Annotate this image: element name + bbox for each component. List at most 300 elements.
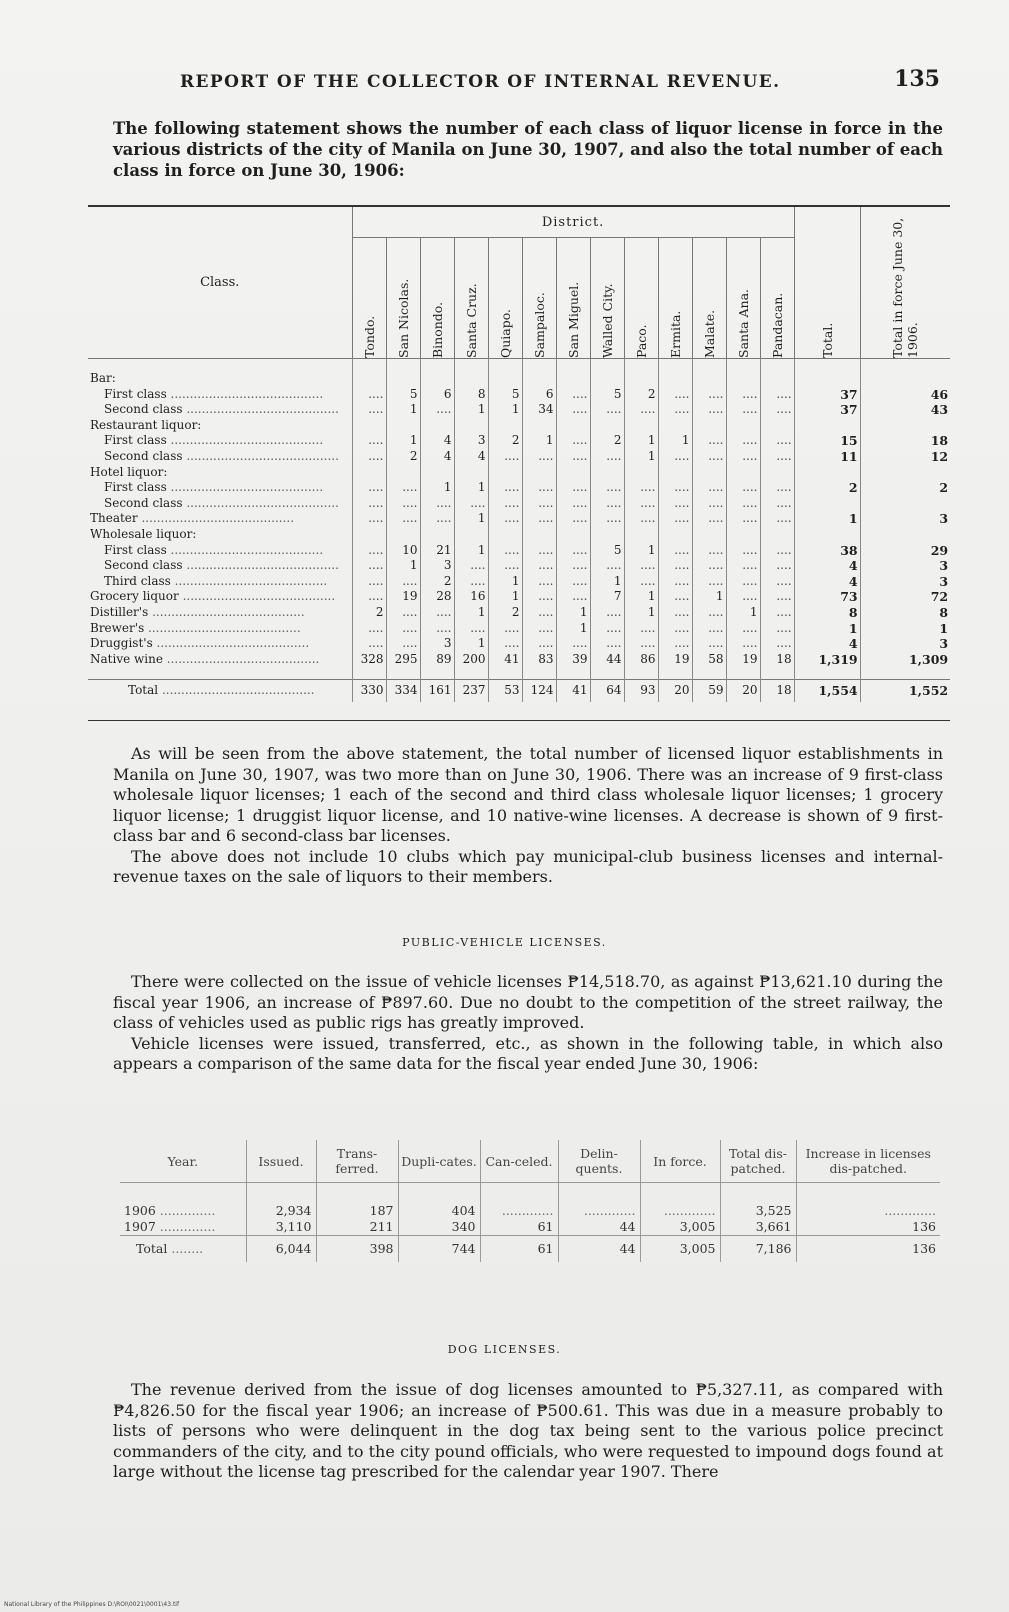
table-cell bbox=[692, 527, 726, 543]
column-header bbox=[590, 238, 624, 359]
total-cell: 18 bbox=[760, 680, 794, 703]
table-cell: 2 bbox=[794, 480, 860, 496]
table-row bbox=[88, 543, 950, 559]
spacer-row bbox=[120, 1183, 940, 1204]
table-cell: 58 bbox=[692, 652, 726, 668]
table-cell: 1 bbox=[386, 402, 420, 418]
table-cell: 1 bbox=[386, 558, 420, 574]
table-cell: 2 bbox=[352, 605, 386, 621]
table-cell bbox=[860, 496, 950, 512]
total-cell: 64 bbox=[590, 680, 624, 703]
table-cell bbox=[624, 465, 658, 481]
table-cell: 1 bbox=[522, 433, 556, 449]
table-cell: .... bbox=[522, 558, 556, 574]
row-label-text: First class bbox=[104, 542, 167, 557]
table-cell: 328 bbox=[352, 652, 386, 668]
table-cell: 295 bbox=[386, 652, 420, 668]
table-cell: 7 bbox=[590, 589, 624, 605]
table-cell: 19 bbox=[726, 652, 760, 668]
year-cell: Total ........ bbox=[120, 1236, 246, 1263]
vehicle-cell: ............. bbox=[796, 1203, 940, 1219]
table-cell: .... bbox=[658, 543, 692, 559]
table-cell: .... bbox=[352, 496, 386, 512]
row-label-text: Second class bbox=[104, 402, 183, 417]
table-cell: .... bbox=[488, 480, 522, 496]
vehicle-total-cell: 3,005 bbox=[640, 1236, 720, 1263]
spacer-row bbox=[88, 667, 950, 680]
table-cell: 21 bbox=[420, 543, 454, 559]
table-cell: 6 bbox=[522, 387, 556, 403]
paragraph: There were collected on the issue of vehicle licenses ₱14,518.70, as against ₱13,621.10 during the fiscal year 1906, an increase of ₱897.60. Due no doubt to the competition of the street railway, the class of vehicles used as public rigs has greatly improved. bbox=[113, 972, 943, 1032]
section-heading-vehicle: PUBLIC-VEHICLE LICENSES. bbox=[402, 936, 607, 949]
total-cell: 93 bbox=[624, 680, 658, 703]
table-cell: 3 bbox=[454, 433, 488, 449]
table-cell: 37 bbox=[794, 387, 860, 403]
table-cell: .... bbox=[454, 621, 488, 637]
table-cell: .... bbox=[726, 511, 760, 527]
table-cell: .... bbox=[522, 543, 556, 559]
vehicle-total-cell: 398 bbox=[316, 1236, 398, 1263]
table-row bbox=[88, 511, 950, 527]
row-label-text: First class bbox=[104, 480, 167, 495]
table-cell bbox=[488, 371, 522, 387]
vehicle-column-header: Issued. bbox=[246, 1140, 316, 1183]
vehicle-column-header: In force. bbox=[640, 1140, 720, 1183]
total-cell: 330 bbox=[352, 680, 386, 703]
table-cell: 1 bbox=[726, 605, 760, 621]
table-cell bbox=[760, 418, 794, 434]
table-cell: .... bbox=[624, 496, 658, 512]
table-cell: .... bbox=[658, 621, 692, 637]
table-cell: 2 bbox=[488, 433, 522, 449]
table-row bbox=[88, 496, 950, 512]
table-cell: .... bbox=[522, 589, 556, 605]
table-row bbox=[88, 371, 950, 387]
vehicle-total-cell: 744 bbox=[398, 1236, 480, 1263]
table-cell bbox=[522, 527, 556, 543]
vehicle-text bbox=[113, 972, 943, 1075]
table-cell: 2 bbox=[488, 605, 522, 621]
table-cell: .... bbox=[488, 621, 522, 637]
column-header bbox=[658, 238, 692, 359]
table-cell: .... bbox=[556, 433, 590, 449]
table-row bbox=[88, 558, 950, 574]
table-cell: .... bbox=[590, 496, 624, 512]
table-row bbox=[88, 621, 950, 637]
total-cell: 41 bbox=[556, 680, 590, 703]
table-cell: 1 bbox=[488, 402, 522, 418]
row-label: Second class ........................................ bbox=[104, 495, 339, 510]
table-cell bbox=[522, 465, 556, 481]
table-cell: .... bbox=[556, 387, 590, 403]
total-cell: 334 bbox=[386, 680, 420, 703]
table-cell bbox=[556, 418, 590, 434]
column-header bbox=[860, 207, 950, 359]
intro-paragraph: The following statement shows the number of each class of liquor license in force in the various districts of the city of Manila on June 30, 1907, and also the total number of each class in force on June 30, 1906: bbox=[113, 119, 943, 180]
table-cell: 1,309 bbox=[860, 652, 950, 668]
row-label-text: Second class bbox=[104, 558, 183, 573]
row-label bbox=[88, 418, 352, 434]
table-cell bbox=[658, 465, 692, 481]
row-label-text: Bar: bbox=[90, 371, 116, 385]
table-cell: 2 bbox=[386, 449, 420, 465]
column-header-label: Ermita. bbox=[667, 310, 683, 358]
table-cell: .... bbox=[624, 621, 658, 637]
table-cell bbox=[658, 418, 692, 434]
table-cell: .... bbox=[692, 543, 726, 559]
table-cell bbox=[420, 418, 454, 434]
paragraph: The above does not include 10 clubs which pay municipal-club business licenses and internal-revenue taxes on the sale of liquors to their members. bbox=[113, 846, 943, 886]
table-cell: 1 bbox=[624, 605, 658, 621]
row-label-text: Distiller's bbox=[90, 604, 149, 619]
table-cell: .... bbox=[692, 574, 726, 590]
row-label-text: Hotel liquor: bbox=[90, 464, 168, 479]
total-row bbox=[88, 680, 950, 703]
table-cell: .... bbox=[590, 449, 624, 465]
table-cell bbox=[590, 465, 624, 481]
column-header bbox=[624, 238, 658, 359]
table-cell bbox=[420, 527, 454, 543]
table-cell: .... bbox=[658, 636, 692, 652]
table-row bbox=[88, 480, 950, 496]
table-cell bbox=[692, 371, 726, 387]
vehicle-column-header: Can-celed. bbox=[480, 1140, 558, 1183]
table-cell: 39 bbox=[556, 652, 590, 668]
table-cell: 18 bbox=[760, 652, 794, 668]
column-header-label: Total in force June 30, 1906. bbox=[890, 217, 921, 358]
table-cell: .... bbox=[420, 511, 454, 527]
table-cell bbox=[860, 465, 950, 481]
liquor-summary-text bbox=[113, 744, 943, 888]
table-cell: 1 bbox=[624, 589, 658, 605]
row-label: First class ........................................ bbox=[104, 542, 324, 557]
row-label-text: Third class bbox=[104, 573, 171, 588]
table-cell: .... bbox=[386, 605, 420, 621]
vehicle-row bbox=[120, 1203, 940, 1219]
table-cell: .... bbox=[658, 449, 692, 465]
table-cell: .... bbox=[692, 636, 726, 652]
paragraph: As will be seen from the above statement, the total number of licensed liquor establishments in Manila on June 30, 1907, was two more than on June 30, 1906. There was an increase of 9 first-class wholesale liquor licenses; 1 each of the second and third class wholesale liquor licenses; 1 grocery liquor license; 1 druggist liquor license, and 10 native-wine licenses. A decrease is shown of 9 first-class bar and 6 second-class bar licenses. bbox=[113, 744, 943, 845]
row-label-text: Wholesale liquor: bbox=[90, 526, 197, 541]
table-cell: .... bbox=[760, 449, 794, 465]
table-cell: 1 bbox=[454, 605, 488, 621]
table-cell: 2 bbox=[590, 433, 624, 449]
table-cell bbox=[454, 418, 488, 434]
table-cell: .... bbox=[726, 433, 760, 449]
table-cell bbox=[794, 465, 860, 481]
vehicle-total-row bbox=[120, 1236, 940, 1263]
table-cell bbox=[860, 418, 950, 434]
table-cell: 1 bbox=[624, 433, 658, 449]
page-number: 135 bbox=[894, 66, 940, 92]
table-cell: .... bbox=[522, 449, 556, 465]
table-cell bbox=[590, 527, 624, 543]
table-cell: .... bbox=[692, 480, 726, 496]
table-cell: 1 bbox=[386, 433, 420, 449]
table-cell: .... bbox=[420, 621, 454, 637]
table-cell: 19 bbox=[386, 589, 420, 605]
district-header: District. bbox=[352, 207, 794, 238]
table-cell: .... bbox=[556, 636, 590, 652]
row-label: Second class ........................................ bbox=[104, 402, 339, 417]
table-cell: 4 bbox=[794, 558, 860, 574]
table-cell bbox=[860, 527, 950, 543]
column-header-label: Sampaloc. bbox=[531, 292, 547, 358]
table-cell: .... bbox=[454, 574, 488, 590]
vehicle-total-cell: 6,044 bbox=[246, 1236, 316, 1263]
table-cell: 1 bbox=[454, 636, 488, 652]
table-cell: .... bbox=[556, 496, 590, 512]
table-cell: 3 bbox=[420, 636, 454, 652]
column-header bbox=[726, 238, 760, 359]
vehicle-total-cell: 44 bbox=[558, 1236, 640, 1263]
row-label: Second class ........................................ bbox=[104, 558, 339, 573]
column-header-label: Tondo. bbox=[361, 315, 377, 358]
table-cell: .... bbox=[556, 589, 590, 605]
vehicle-total-cell: 7,186 bbox=[720, 1236, 796, 1263]
table-cell: .... bbox=[522, 480, 556, 496]
table-cell: .... bbox=[352, 433, 386, 449]
table-cell: 10 bbox=[386, 543, 420, 559]
table-cell bbox=[624, 371, 658, 387]
table-cell: .... bbox=[590, 605, 624, 621]
table-cell: .... bbox=[420, 605, 454, 621]
table-row bbox=[88, 527, 950, 543]
table-cell: 1,319 bbox=[794, 652, 860, 668]
table-cell: 37 bbox=[794, 402, 860, 418]
table-cell: .... bbox=[692, 496, 726, 512]
column-header bbox=[420, 238, 454, 359]
table-cell: .... bbox=[760, 387, 794, 403]
vehicle-column-header: Dupli-cates. bbox=[398, 1140, 480, 1183]
row-label: Second class ........................................ bbox=[104, 448, 339, 463]
table-cell: .... bbox=[658, 402, 692, 418]
table-cell: .... bbox=[658, 496, 692, 512]
year-cell: 1907 .............. bbox=[124, 1219, 216, 1234]
vehicle-cell: 187 bbox=[316, 1203, 398, 1219]
table-cell bbox=[624, 527, 658, 543]
table-cell: .... bbox=[590, 621, 624, 637]
table-cell: 1 bbox=[624, 449, 658, 465]
total-label: Total bbox=[136, 1241, 168, 1256]
table-cell bbox=[488, 527, 522, 543]
table-cell: .... bbox=[386, 496, 420, 512]
table-cell: 1 bbox=[488, 589, 522, 605]
total-cell: 1,552 bbox=[860, 680, 950, 703]
vehicle-cell: 211 bbox=[316, 1219, 398, 1236]
row-label: Native wine ........................................ bbox=[90, 651, 320, 666]
table-cell: .... bbox=[386, 636, 420, 652]
table-cell: .... bbox=[726, 558, 760, 574]
table-cell bbox=[692, 465, 726, 481]
table-cell: .... bbox=[760, 558, 794, 574]
row-label-text: Native wine bbox=[90, 651, 163, 666]
table-cell: .... bbox=[692, 433, 726, 449]
total-cell: 1,554 bbox=[794, 680, 860, 703]
table-cell: .... bbox=[692, 449, 726, 465]
table-cell: 2 bbox=[624, 387, 658, 403]
table-cell: .... bbox=[760, 636, 794, 652]
table-cell: .... bbox=[522, 511, 556, 527]
table-cell: .... bbox=[760, 605, 794, 621]
row-label-text: Grocery liquor bbox=[90, 589, 179, 604]
table-cell: .... bbox=[352, 574, 386, 590]
table-cell: .... bbox=[352, 589, 386, 605]
table-cell: .... bbox=[352, 449, 386, 465]
table-cell: .... bbox=[692, 511, 726, 527]
table-cell: 46 bbox=[860, 387, 950, 403]
table-cell bbox=[556, 371, 590, 387]
table-cell: .... bbox=[658, 387, 692, 403]
table-cell: .... bbox=[726, 480, 760, 496]
table-cell: .... bbox=[624, 558, 658, 574]
table-cell: .... bbox=[556, 402, 590, 418]
table-cell: .... bbox=[692, 605, 726, 621]
row-label: Brewer's ........................................ bbox=[90, 620, 301, 635]
table-row bbox=[88, 465, 950, 481]
table-cell: .... bbox=[590, 636, 624, 652]
table-cell: .... bbox=[726, 402, 760, 418]
table-cell: 1 bbox=[590, 574, 624, 590]
table-cell: 8 bbox=[794, 605, 860, 621]
table-cell: .... bbox=[726, 589, 760, 605]
vehicle-license-table bbox=[120, 1140, 940, 1262]
table-cell: .... bbox=[726, 621, 760, 637]
table-cell: .... bbox=[692, 402, 726, 418]
vehicle-column-header: Year. bbox=[120, 1140, 246, 1183]
table-cell bbox=[726, 371, 760, 387]
table-cell: 3 bbox=[860, 511, 950, 527]
column-header-label: Santa Ana. bbox=[735, 288, 751, 358]
row-label-text: First class bbox=[104, 433, 167, 448]
table-cell: 8 bbox=[454, 387, 488, 403]
table-cell: .... bbox=[352, 480, 386, 496]
table-cell: .... bbox=[692, 621, 726, 637]
header-row bbox=[88, 207, 950, 238]
column-header-label: Walled City. bbox=[599, 283, 615, 358]
table-cell: 5 bbox=[590, 543, 624, 559]
column-header-label: Total. bbox=[819, 322, 835, 358]
vehicle-cell: 404 bbox=[398, 1203, 480, 1219]
vehicle-cell: 61 bbox=[480, 1219, 558, 1236]
table-cell: 12 bbox=[860, 449, 950, 465]
table-cell: .... bbox=[522, 496, 556, 512]
table-row bbox=[88, 652, 950, 668]
table-cell: .... bbox=[760, 511, 794, 527]
table-cell bbox=[760, 371, 794, 387]
table-cell: 1 bbox=[692, 589, 726, 605]
table-cell bbox=[692, 418, 726, 434]
table-cell bbox=[726, 527, 760, 543]
table-cell: .... bbox=[624, 574, 658, 590]
page-header bbox=[180, 66, 940, 96]
table-cell bbox=[794, 418, 860, 434]
table-cell: .... bbox=[726, 387, 760, 403]
table-cell: 19 bbox=[658, 652, 692, 668]
table-cell: .... bbox=[760, 589, 794, 605]
row-label bbox=[88, 371, 352, 387]
vehicle-row bbox=[120, 1219, 940, 1236]
running-title: REPORT OF THE COLLECTOR OF INTERNAL REVENUE. bbox=[180, 72, 781, 92]
vehicle-column-header: Total dis-patched. bbox=[720, 1140, 796, 1183]
table-cell bbox=[386, 371, 420, 387]
table-cell bbox=[420, 465, 454, 481]
row-label: Third class ........................................ bbox=[104, 573, 328, 588]
table-cell: .... bbox=[658, 589, 692, 605]
table-cell: .... bbox=[658, 480, 692, 496]
table-cell: 8 bbox=[860, 605, 950, 621]
table-cell: 11 bbox=[794, 449, 860, 465]
table-cell: 200 bbox=[454, 652, 488, 668]
table-cell: 3 bbox=[860, 636, 950, 652]
table-cell: .... bbox=[386, 480, 420, 496]
total-label-text: Total bbox=[128, 683, 159, 698]
table-cell: 1 bbox=[556, 621, 590, 637]
column-header-label: Paco. bbox=[633, 324, 649, 358]
column-header-label: Binondo. bbox=[429, 301, 445, 358]
vehicle-cell: 136 bbox=[796, 1219, 940, 1236]
scan-footer: National Library of the Philippines D:\ROI\0021\0001\43.tif bbox=[4, 1601, 180, 1608]
vehicle-cell: 3,661 bbox=[720, 1219, 796, 1236]
table-cell: 1 bbox=[420, 480, 454, 496]
row-label: Distiller's ........................................ bbox=[90, 604, 305, 619]
table-cell: .... bbox=[522, 621, 556, 637]
table-cell: .... bbox=[556, 511, 590, 527]
table-cell: .... bbox=[556, 558, 590, 574]
table-cell: .... bbox=[420, 402, 454, 418]
table-cell: .... bbox=[522, 605, 556, 621]
vehicle-cell: 340 bbox=[398, 1219, 480, 1236]
table-cell: .... bbox=[624, 636, 658, 652]
column-header bbox=[352, 238, 386, 359]
row-label-text: Druggist's bbox=[90, 636, 153, 651]
table-cell: 73 bbox=[794, 589, 860, 605]
table-cell: .... bbox=[420, 496, 454, 512]
table-cell: .... bbox=[454, 558, 488, 574]
total-cell: 53 bbox=[488, 680, 522, 703]
section-heading-dog: DOG LICENSES. bbox=[447, 1343, 562, 1356]
table-cell: .... bbox=[556, 449, 590, 465]
table-cell: 1 bbox=[794, 621, 860, 637]
table-cell bbox=[794, 371, 860, 387]
column-header bbox=[454, 238, 488, 359]
table-cell: 1 bbox=[454, 480, 488, 496]
table-cell: .... bbox=[352, 543, 386, 559]
row-label-text: First class bbox=[104, 386, 167, 401]
table-cell: .... bbox=[624, 402, 658, 418]
table-cell: 3 bbox=[860, 574, 950, 590]
table-cell: 1 bbox=[556, 605, 590, 621]
table-row bbox=[88, 449, 950, 465]
table-cell: 15 bbox=[794, 433, 860, 449]
table-cell bbox=[386, 527, 420, 543]
vehicle-total-cell: 61 bbox=[480, 1236, 558, 1263]
table-cell: 1 bbox=[860, 621, 950, 637]
table-cell: 89 bbox=[420, 652, 454, 668]
column-header bbox=[488, 238, 522, 359]
table-cell bbox=[726, 418, 760, 434]
table-cell: .... bbox=[760, 543, 794, 559]
liquor-license-table bbox=[88, 207, 950, 702]
column-header-label: San Nicolas. bbox=[395, 278, 411, 358]
table-cell: .... bbox=[488, 449, 522, 465]
table-cell: 4 bbox=[794, 636, 860, 652]
table-cell bbox=[454, 465, 488, 481]
table-cell bbox=[522, 418, 556, 434]
table-cell bbox=[760, 527, 794, 543]
total-cell: 237 bbox=[454, 680, 488, 703]
total-cell: 59 bbox=[692, 680, 726, 703]
